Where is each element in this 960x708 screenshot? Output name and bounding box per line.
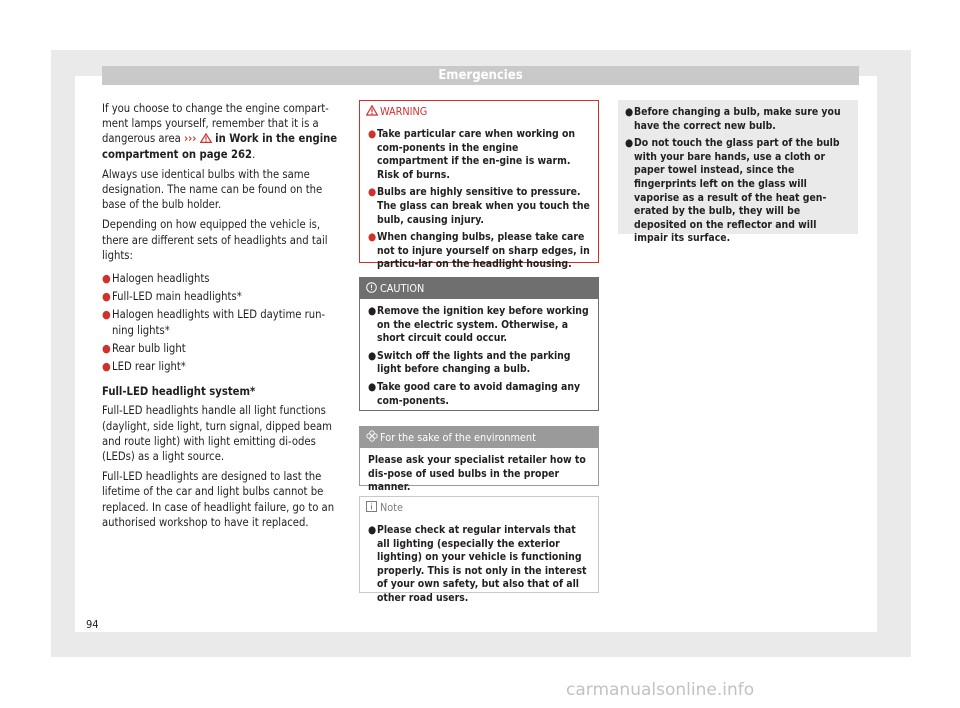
list-item: ● When changing bulbs, please take care not to injure yourself on sharp edges, in particu-lar on the headlight housing.: [368, 231, 590, 271]
bullet-icon: ●: [368, 524, 377, 536]
list-item: ● Rear bulb light: [102, 341, 186, 355]
warning-box: [359, 100, 599, 271]
note-body: [360, 518, 598, 616]
paragraph-identical-bulbs: Always use identical bulbs with the same designation. The name can be found on the base of the bulb holder.: [102, 167, 323, 212]
warning-body: [360, 122, 598, 282]
list-item: ● Bulbs are highly sensitive to pressure. The glass can break when you touch the bulb, causing injury.: [368, 186, 590, 226]
paragraph-intro: If you choose to change the engine compart-ment lamps yourself, remember that it is a dangerous area ››› in Work in the engine compartment on page 262.: [102, 102, 338, 161]
bullet-icon: ●: [368, 349, 377, 362]
bullet-icon: ●: [625, 106, 634, 118]
bullet-icon: ●: [102, 308, 111, 322]
bullet-icon: ●: [368, 380, 377, 393]
bullet-icon: ●: [368, 128, 377, 140]
bullet-icon: ●: [368, 231, 377, 244]
list-item: ● Take good care to avoid damaging any com-ponents.: [368, 380, 581, 407]
caution-title: CAUTION: [380, 282, 425, 295]
paragraph-full-led-lifetime: Full-LED headlights are designed to last the lifetime of the car and light bulbs cannot be replaced. In case of headlight failure, go to an authorised workshop to have it replaced.: [102, 470, 335, 529]
page-number: 94: [86, 618, 99, 631]
list-item: ● LED rear light*: [102, 360, 186, 374]
paragraph-equipment: Depending on how equipped the vehicle is, there are different sets of headlights and tail lights:: [102, 218, 328, 262]
environment-body: Please ask your specialist retailer how to dis-pose of used bulbs in the proper manner.: [368, 454, 586, 494]
environment-header: [360, 427, 598, 448]
warning-header: [360, 101, 598, 122]
warning-triangle-icon: [200, 133, 212, 143]
note-title: Note: [380, 501, 403, 514]
section-header: Emergencies: [102, 66, 859, 85]
info-circle-icon: [366, 278, 377, 299]
environment-box: [359, 426, 599, 494]
bullet-icon: ●: [102, 360, 111, 374]
cross-reference-arrow[interactable]: ›››: [184, 132, 197, 146]
bullet-icon: ●: [368, 305, 377, 317]
paragraph-full-led-functions: Full-LED headlights handle all light functions (daylight, side light, turn signal, dipped beam and route light) with light emitting di-odes (LEDs) as a light source.: [102, 404, 332, 464]
list-item: ● Halogen headlights: [102, 272, 210, 286]
list-item: ● Switch off the lights and the parking light before changing a bulb.: [368, 349, 571, 376]
environment-title: For the sake of the environment: [380, 431, 536, 444]
bullet-icon: ●: [102, 272, 111, 286]
note-box: [359, 496, 599, 604]
list-item: ● Take particular care when working on com-ponents in the engine compartment if the en-gine is warm. Risk of burns.: [368, 128, 576, 181]
list-item: ● Halogen headlights with LED daytime run-ning lights*: [102, 308, 326, 337]
left-column: [102, 101, 342, 535]
subheading-full-led: Full-LED headlight system*: [102, 385, 256, 399]
caution-header: [360, 278, 598, 299]
bullet-icon: ●: [102, 290, 111, 304]
bullet-icon: ●: [625, 137, 634, 150]
bullet-icon: ●: [102, 341, 111, 355]
list-item: ● Please check at regular intervals that all lighting (especially the exterior lighting) on your vehicle is functioning properly. This is not only in the interest of your own safety, but also that of all other road users.: [368, 524, 587, 604]
info-box: [618, 100, 858, 245]
note-info-icon: [366, 497, 377, 518]
list-item: ● Remove the ignition key before working on the electric system. Otherwise, a short circuit could occur.: [368, 305, 589, 345]
list-item: ● Full-LED main headlights*: [102, 290, 242, 304]
warning-triangle-icon: [366, 101, 378, 122]
list-item: ● Do not touch the glass part of the bulb with your bare hands, use a cloth or paper towel instead, since the fingerprints left on the glass will vaporise as a result of the heat gen-erated by the bulb, they will be deposited on the reflector and will impair its surface.: [625, 137, 840, 245]
note-header: [360, 497, 598, 518]
bullet-icon: ●: [368, 186, 377, 199]
caution-body: [360, 299, 598, 418]
caution-box: [359, 277, 599, 411]
headlight-type-list: [102, 271, 342, 374]
list-item: ● Before changing a bulb, make sure you have the correct new bulb.: [625, 106, 841, 132]
cross-reference-link[interactable]: in Work in the engine compartment on page 262: [102, 132, 338, 161]
watermark: carmanualsonline.info: [566, 680, 755, 700]
warning-title: WARNING: [380, 105, 428, 118]
environment-flower-icon: [366, 427, 378, 448]
